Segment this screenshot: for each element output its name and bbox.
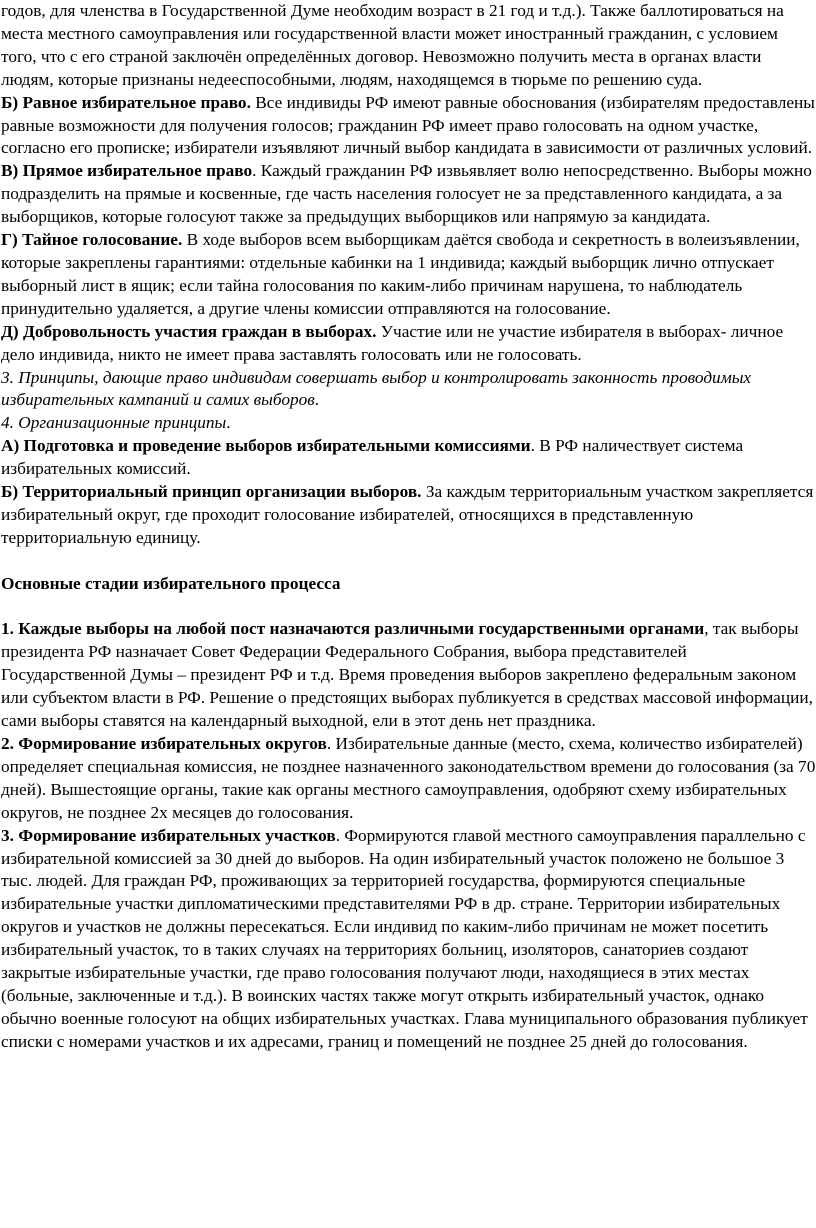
principle-direct bbox=[1, 160, 816, 229]
org-principle-heading: А) Подготовка и проведение выборов избирательными комиссиями bbox=[1, 436, 531, 456]
punctuation: . bbox=[314, 390, 320, 410]
section-title bbox=[1, 573, 816, 596]
org-principle-text: За каждым территориальным участком закрепляется избирательный округ, где проходит голосование избирателей, относящихся в представленную территориальную единицу. bbox=[1, 482, 814, 547]
principle-heading: Б) Равное избирательное право. bbox=[1, 92, 251, 112]
principle-heading: Г) Тайное голосование. bbox=[1, 230, 183, 250]
stage-2 bbox=[1, 733, 816, 825]
principle-secret bbox=[1, 229, 816, 321]
principle-heading: Д) Добровольность участия граждан в выборах. bbox=[1, 321, 377, 341]
section-title-text: Основные стадии избирательного процесса bbox=[1, 573, 341, 593]
principle-text: . Каждый гражданин РФ извьявляет волю непосредственно. Выборы можно подразделить на прямые и косвенные, где часть населения голосует не за представленного кандидата, а за выборщиков, которые голосуют также за предыдущих выборщиков или напрямую за кандидата. bbox=[1, 161, 812, 227]
principle-voluntary bbox=[1, 321, 816, 367]
punctuation: . bbox=[226, 413, 231, 433]
stage-heading: 1. Каждые выборы на любой пост назначаются различными государственными органами bbox=[1, 619, 705, 639]
principle-heading: В) Прямое избирательное право bbox=[1, 161, 253, 181]
italic-heading-text: 3. Принципы, дающие право индивидам совершать выбор и контролировать законность проводимых избирательных кампаний и самих выборов bbox=[1, 367, 752, 410]
org-principle-heading: Б) Территориальный принцип организации выборов. bbox=[1, 482, 422, 502]
org-principle-text: . В РФ наличествует система избирательных комиссий. bbox=[1, 436, 744, 479]
italic-heading-4 bbox=[1, 412, 816, 435]
org-principle-territorial bbox=[1, 481, 816, 550]
stage-3 bbox=[1, 825, 816, 1054]
principle-equal bbox=[1, 92, 816, 161]
principle-text: В ходе выборов всем выборщикам даётся свобода и секретность в волеизъявлении, которые закреплены гарантиями: отдельные кабинки на 1 индивида; каждый выборщик лично отпускает выборный лист в ящик; если тайна голосования по каким-либо причинам нарушена, то наблюдатель принудительно удаляется, а другие члены комиссии отправляются на голосование. bbox=[1, 230, 800, 318]
italic-heading-text: 4. Организационные принципы bbox=[1, 413, 227, 433]
blank-line bbox=[1, 596, 816, 619]
stage-text: . Избирательные данные (место, схема, количество избирателей) определяет специальная комиссия, не позднее назначенного законодательством времени до голосования (за 70 дней). Вышестоящие органы, такие как органы местного самоуправления, одобряют схему избирательных округов, не позднее 2х месяцев до голосования. bbox=[1, 733, 816, 822]
stage-text: , так выборы президента РФ назначает Совет Федерации Федерального Собрания, выбора представителей Государственной Думы – президент РФ и т.д. Время проведения выборов закреплено федеральным законом или субъектом власти в РФ. Решение о предстоящих выборах публикуется в средствах массовой информации, сами выборы ставятся на календарный выходной, ели в этот день нет праздника. bbox=[1, 619, 813, 731]
org-principle-commissions bbox=[1, 435, 816, 481]
principle-text: Все индивиды РФ имеют равные обоснования (избирателям предоставлены равные возможности для получения голосов; гражданин РФ имеет право голосовать на одном участке, согласно его прописке; избиратели изъявляют личный выбор кандидата в зависимости от различных условий. bbox=[1, 92, 815, 158]
italic-heading-3 bbox=[1, 367, 816, 413]
stage-heading: 3. Формирование избирательных участков bbox=[1, 825, 336, 845]
principle-text: Участие или не участие избирателя в выборах- личное дело индивида, никто не имеет права заставлять голосовать или не голосовать. bbox=[1, 321, 784, 364]
stage-text: . Формируются главой местного самоуправления параллельно с избирательной комиссией за 30 дней до выборов. На один избирательный участок положено не большое 3 тыс. людей. Для граждан РФ, проживающих за территорией государства, формируются специальные избирательные участки дипломатическими представителями РФ в др. стране. Территории избирательных округов и участков не должны пересекаться. Если индивид по каким-либо причинам не может посетить избирательный участок, то в таких случаях на территориях больниц, изоляторов, санаториев создают закрытые избирательные участки, где право голосования получают люди, находящиеся в этих местах (больные, заключенные и т.д.). В воинских частях также могут открыть избирательный участок, однако обычно военные голосуют на общих избирательных участках. Глава муниципального образования публикует списки с номерами участков и их адресами, границ и помещений не позднее 25 дней до голосования. bbox=[1, 825, 808, 1051]
intro-paragraph: годов, для членства в Государственной Думе необходим возраст в 21 год и т.д.). Также баллотироваться на места местного самоуправления или государственной власти может иностранный гражданин, с условием того, что с его страной заключён определённых договор. Невозможно получить места в органах власти людям, которые признаны недееспособными, людям, находящемся в тюрьме по решению суда. bbox=[1, 1, 784, 89]
stage-1 bbox=[1, 618, 816, 733]
stage-heading: 2. Формирование избирательных округов bbox=[1, 733, 327, 753]
blank-line bbox=[1, 550, 816, 573]
